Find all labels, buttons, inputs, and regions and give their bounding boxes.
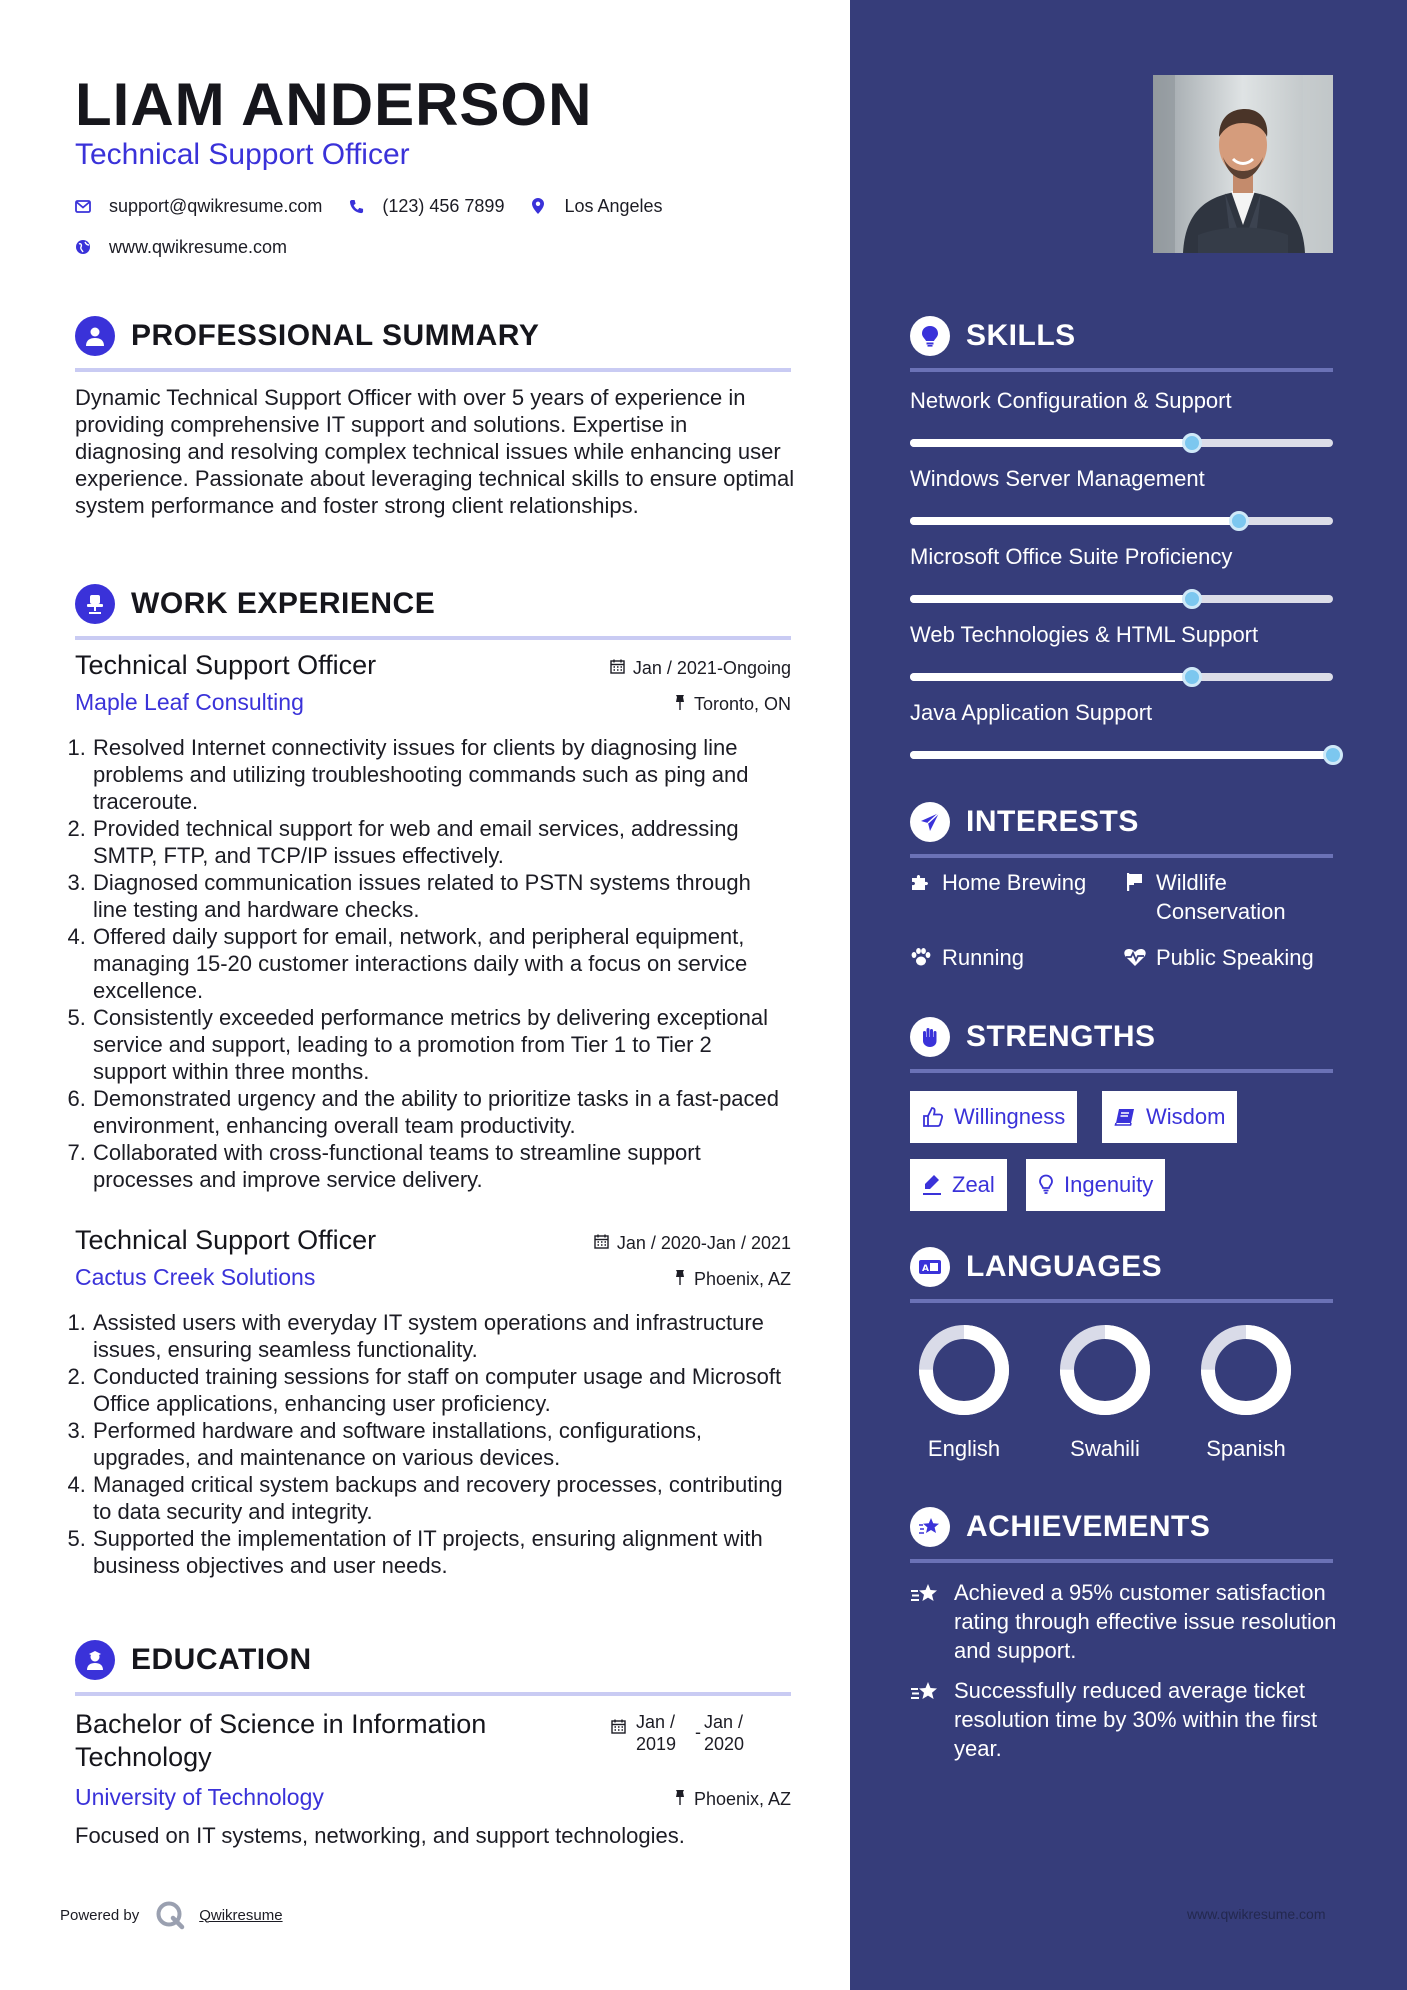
achievement-item [910,1578,1340,1665]
lightbulb-icon [910,316,950,356]
interest-label: Home Brewing [942,870,1087,895]
section-divider [75,1692,791,1696]
language-name: Swahili [1070,1436,1140,1461]
powered-by-label: Powered by [60,1906,140,1924]
skill-level-bar [910,673,1333,681]
strength-chip [1102,1091,1237,1143]
heartbeat-icon [1122,943,1148,972]
interest-label: Running [942,945,1024,970]
list-item: 2. Provided technical support for web and email services, addressing SMTP, FTP, and TCP/IP issues effectively. [92,815,791,869]
language-icon [910,1247,950,1287]
summary-text: Dynamic Technical Support Officer with over 5 years of experience in providing comprehensive IT support and solutions. Expertise in diagnosing and resolving complex technical issues while enhancing user experience. Passionate about leveraging technical skills to ensure optimal system performance and foster strong client relationships. [75,385,795,518]
education-dates [611,1708,791,1774]
education-section-header [75,1638,791,1696]
phone-number[interactable]: (123) 456 7899 [382,195,505,216]
section-divider [910,368,1333,372]
job-location: Toronto, ON [693,694,791,714]
achievements-heading: ACHIEVEMENTS [966,1510,1211,1543]
list-item: 4. Managed critical system backups and recovery processes, contributing to data security and integrity. [92,1471,791,1525]
calendar-icon [610,658,625,679]
list-item: 1. Resolved Internet connectivity issues for clients by diagnosing line problems and utilizing troubleshooting commands such as ping and traceroute. [92,734,791,815]
skill-item [910,544,1340,570]
strength-chip [910,1091,1077,1143]
achievements-section-header [910,1505,1333,1563]
list-item: 6. Demonstrated urgency and the ability to prioritize tasks in a fast-paced environment, enhancing overall team productivity. [92,1085,791,1139]
strength-label: Willingness [954,1104,1066,1129]
skills-heading: SKILLS [966,319,1076,352]
contact-info [75,192,815,274]
job-date: Jan / 2020-Jan / 2021 [616,1233,791,1253]
envelope-icon [75,198,91,214]
strength-label: Zeal [952,1172,995,1197]
section-divider [910,1559,1333,1563]
skill-name: Microsoft Office Suite Proficiency [910,544,1233,569]
language-proficiency-ring [1057,1322,1153,1418]
award-star-icon [910,1507,950,1547]
job-title: Technical Support Officer [75,138,410,171]
achievement-item [910,1676,1340,1763]
skill-level-fill [910,595,1192,603]
list-item: 2. Conducted training sessions for staff on computer usage and Microsoft Office applications, enhancing user proficiency. [92,1363,791,1417]
office-chair-icon [75,584,115,624]
strength-label: Wisdom [1146,1104,1226,1129]
phone-icon [348,198,364,214]
skill-level-bar [910,517,1333,525]
job-entry-title: Technical Support Officer [75,650,377,680]
section-divider [75,368,791,372]
date-dash: - [695,1722,701,1742]
book-icon [1114,1107,1136,1127]
interests-section-header [910,800,1333,858]
interest-label: Public Speaking [1156,945,1314,970]
skill-level-knob [1182,433,1202,453]
school-name: University of Technology [75,1784,324,1810]
strength-chip [910,1159,1007,1211]
skill-level-bar [910,439,1333,447]
website-link[interactable]: www.qwikresume.com [109,236,288,257]
list-item: 4. Offered daily support for email, network, and peripheral equipment, managing 15-20 customer interactions daily with a focus on service excellence. [92,923,791,1004]
skill-level-knob [1323,745,1343,765]
pushpin-icon [674,1269,686,1290]
section-divider [910,854,1333,858]
achievement-text: Achieved a 95% customer satisfaction rating through effective issue resolution and support. [954,1580,1337,1663]
interest-item [1122,943,1314,972]
calendar-icon [594,1233,609,1254]
job-entry-title: Technical Support Officer [75,1225,377,1255]
job-location: Phoenix, AZ [693,1269,791,1289]
profile-photo [1153,75,1333,253]
summary-heading: PROFESSIONAL SUMMARY [131,319,540,352]
list-item: 7. Collaborated with cross-functional teams to streamline support processes and improve service delivery. [92,1139,791,1193]
interest-label: Wildlife [1156,870,1227,895]
skill-level-knob [1229,511,1249,531]
raised-hand-icon [910,1017,950,1057]
globe-icon [75,239,91,255]
skill-name: Windows Server Management [910,466,1205,491]
location-text: Los Angeles [564,195,663,216]
languages-section-header [910,1245,1333,1303]
interests-heading: INTERESTS [966,805,1139,838]
paw-icon [908,943,934,972]
start-month: Jan / [636,1712,676,1732]
pushpin-icon [674,1789,686,1810]
skill-level-fill [910,673,1192,681]
skill-level-bar [910,751,1333,759]
education-description: Focused on IT systems, networking, and support technologies. [75,1823,685,1848]
language-item [1176,1322,1316,1462]
school-location: Phoenix, AZ [693,1789,791,1809]
svg-text:A: A [922,1264,929,1274]
skill-name: Network Configuration & Support [910,388,1232,413]
interest-item [908,868,1086,897]
award-star-icon [910,1676,944,1763]
skills-section-header [910,314,1333,372]
experience-section-header [75,582,791,640]
skill-name: Java Application Support [910,700,1153,725]
skill-level-fill [910,751,1333,759]
map-pin-icon [530,198,546,214]
job-bullets [75,734,791,1193]
list-item: 5. Supported the implementation of IT projects, ensuring alignment with business objectives and user needs. [92,1525,791,1579]
skill-item [910,622,1340,648]
graduate-icon [75,1640,115,1680]
strengths-section-header [910,1015,1333,1073]
interest-item [908,943,1024,972]
end-month: Jan / [704,1712,744,1732]
skill-level-fill [910,439,1192,447]
experience-heading: WORK EXPERIENCE [131,587,436,620]
language-name: Spanish [1206,1436,1286,1461]
pushpin-icon [674,694,686,715]
language-proficiency-ring [1198,1322,1294,1418]
skill-name: Web Technologies & HTML Support [910,622,1259,647]
footer-powered-by [60,1900,283,1930]
paper-plane-icon [910,802,950,842]
language-item [1035,1322,1175,1462]
list-item: 3. Performed hardware and software installations, configurations, upgrades, and maintenance on various devices. [92,1417,791,1471]
award-star-icon [910,1578,944,1665]
thumbs-up-icon [922,1106,944,1128]
puzzle-icon [908,868,934,897]
list-item: 1. Assisted users with everyday IT system operations and infrastructure issues, ensuring seamless functionality. [92,1309,791,1363]
calendar-icon [611,1711,626,1774]
job-entry [75,650,791,1193]
degree-title-line: Bachelor of Science in Information [75,1709,487,1739]
skill-item [910,466,1340,492]
section-divider [75,636,791,640]
strength-label: Ingenuity [1064,1172,1154,1197]
section-divider [910,1069,1333,1073]
skill-level-knob [1182,589,1202,609]
list-item: 3. Diagnosed communication issues related to PSTN systems through line testing and hardware checks. [92,869,791,923]
skill-level-knob [1182,667,1202,687]
company-name: Cactus Creek Solutions [75,1264,316,1290]
skill-level-fill [910,517,1239,525]
user-icon [75,316,115,356]
end-year: 2020 [704,1734,745,1754]
summary-section-header [75,314,791,372]
degree-title [75,1708,486,1774]
job-date: Jan / 2021-Ongoing [632,658,791,678]
list-item: 5. Consistently exceeded performance metrics by delivering exceptional service and support, leading to a promotion from Tier 1 to Tier 2 support within three months. [92,1004,791,1085]
language-item [894,1322,1034,1462]
language-proficiency-ring [916,1322,1012,1418]
language-name: English [927,1436,1001,1461]
achievement-text: Successfully reduced average ticket resolution time by 30% within the first year. [954,1678,1318,1761]
skill-item [910,388,1340,414]
start-year: 2019 [636,1734,677,1754]
job-bullets [75,1309,791,1579]
skill-item [910,700,1340,726]
email-link[interactable]: support@qwikresume.com [109,195,323,216]
education-heading: EDUCATION [131,1643,312,1676]
qwikresume-link[interactable]: Qwikresume [199,1906,283,1924]
lightbulb-icon [1038,1174,1054,1196]
footer-url: www.qwikresume.com [1187,1906,1326,1922]
company-name: Maple Leaf Consulting [75,689,304,715]
degree-title-line: Technology [75,1742,212,1772]
interest-item [1122,868,1286,926]
candidate-name: LIAM ANDERSON [75,71,593,138]
flag-icon [1122,868,1148,926]
section-divider [910,1299,1333,1303]
job-entry [75,1225,791,1579]
qwikresume-logo-icon [155,1900,185,1930]
strength-chip [1026,1159,1165,1211]
languages-heading: LANGUAGES [966,1250,1163,1283]
strengths-heading: STRENGTHS [966,1020,1156,1053]
interest-label: Conservation [1156,899,1286,924]
education-entry [75,1708,791,1849]
skill-level-bar [910,595,1333,603]
pen-icon [922,1174,942,1196]
